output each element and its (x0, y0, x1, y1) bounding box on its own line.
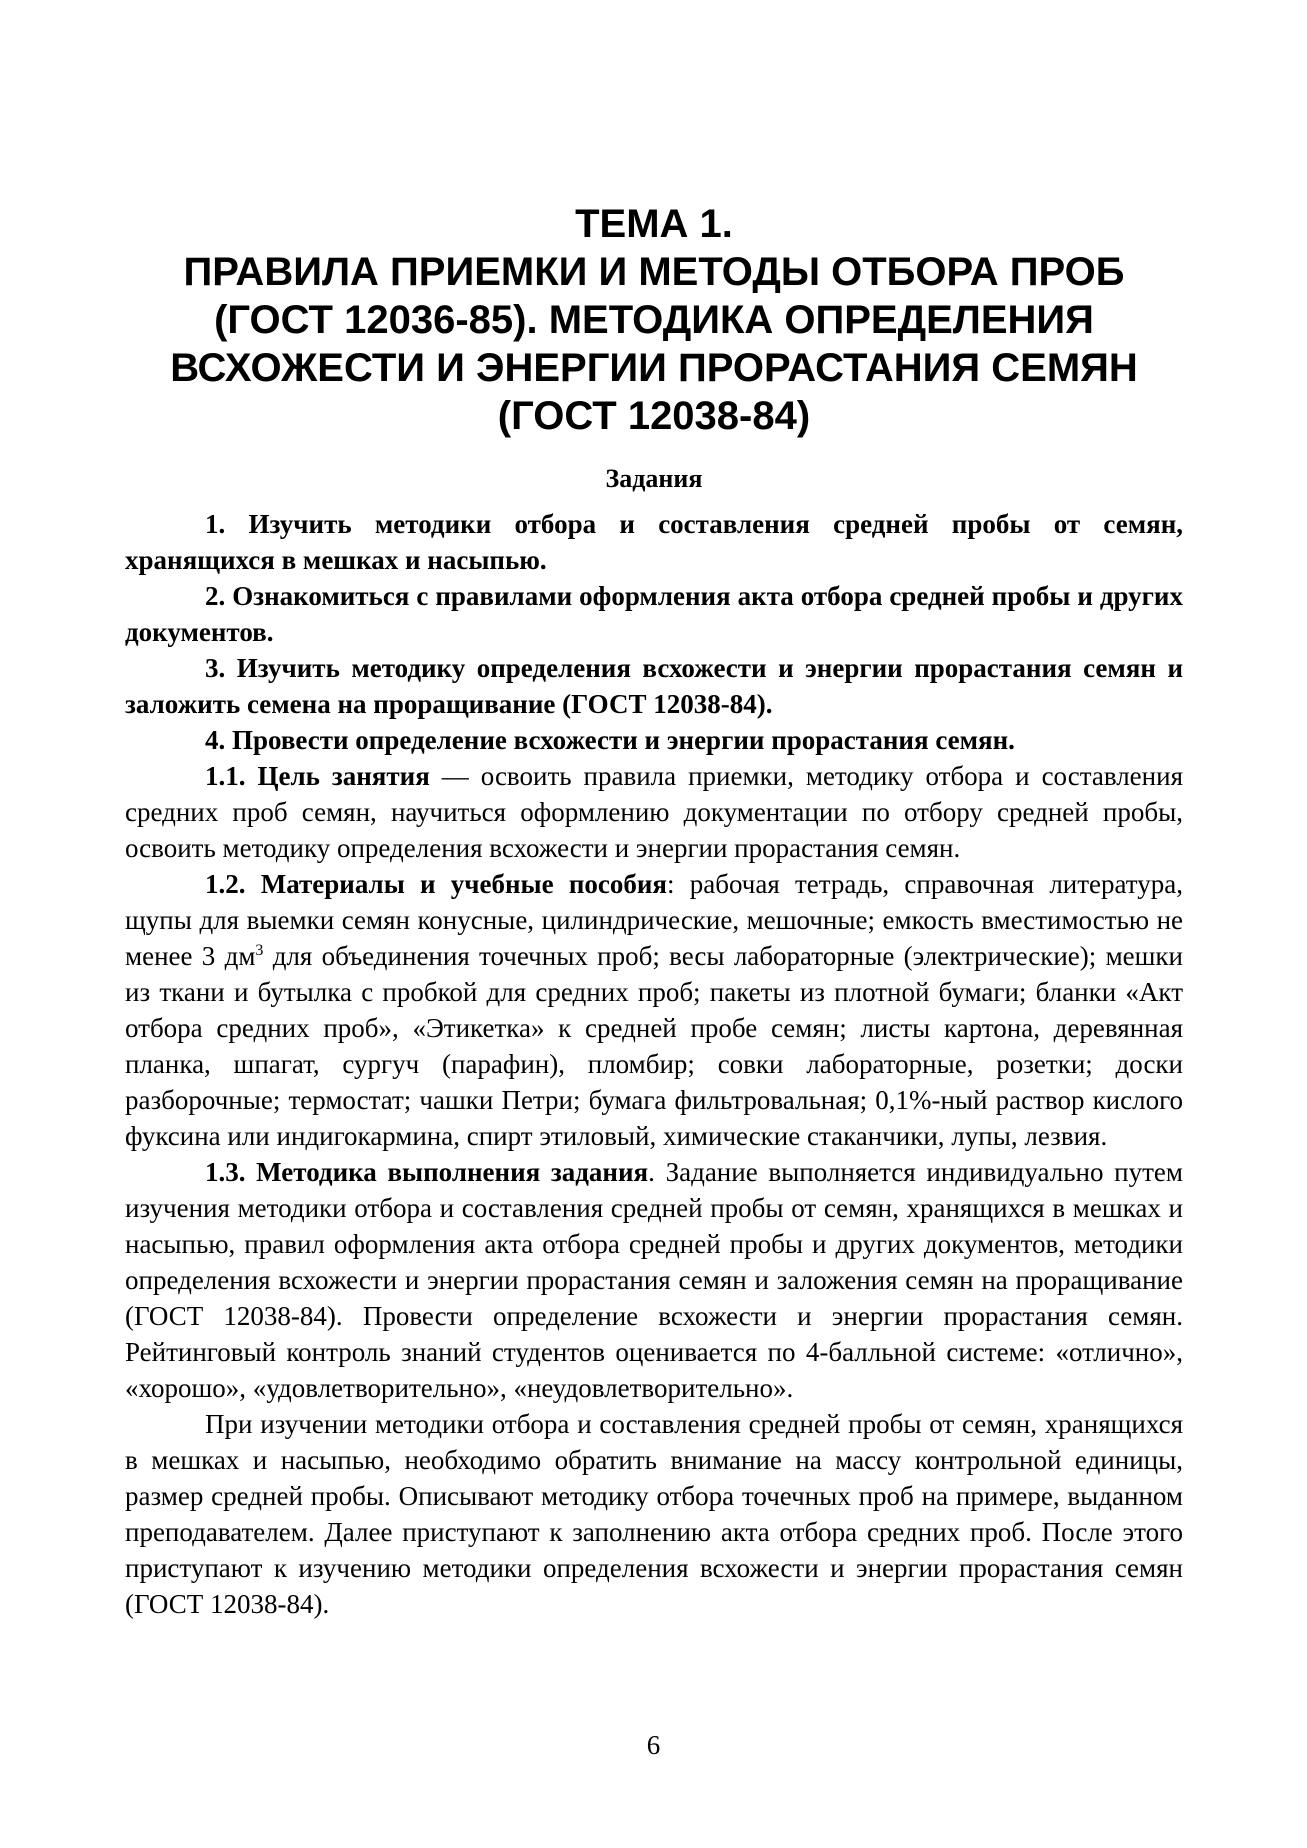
page-title (125, 200, 1183, 440)
materials-unit-superscript: 3 (255, 942, 264, 959)
tasks-heading: Задания (605, 464, 703, 493)
task-item-1: 1. Изучить методики отбора и составления средней пробы от семян, хранящихся в мешках и насыпью. (125, 509, 1183, 575)
title-line-4: ВСХОЖЕСТИ И ЭНЕРГИИ ПРОРАСТАНИЯ СЕМЯН (170, 346, 1138, 390)
task-item-3: 3. Изучить методику определения всхожести и энергии прорастания семян и заложить семена на проращивание (ГОСТ 12038-84). (125, 653, 1183, 719)
goal-paragraph (125, 758, 1183, 866)
title-line-3: (ГОСТ 12036-85). МЕТОДИКА ОПРЕДЕЛЕНИЯ (214, 298, 1094, 342)
materials-text-after-unit: для объединения точечных проб; весы лабораторные (электрические); мешки из ткани и бутылка с пробкой для средних проб; пакеты из плотной бумаги; бланки «Акт отбора средних проб», «Этикетка» к средней пробе семян; листы картона, деревянная планка, шпагат, сургуч (парафин), пломбир; совки лабораторные, розетки; доски разборочные; термостат; чашки Петри; бумага фильтровальная; 0,1%-ный раствор кислого фуксина или индигокармина, спирт этиловый, химические стаканчики, лупы, лезвия. (125, 941, 1183, 1151)
title-line-5: (ГОСТ 12038-84) (497, 394, 811, 438)
materials-text-before-unit: : рабочая тетрадь, справочная литература, щупы для выемки семян конусные, цилиндрические, мешочные; емкость вместимостью не менее 3 дм (125, 869, 1183, 971)
method-paragraph (125, 1154, 1183, 1406)
title-line-2: ПРАВИЛА ПРИЕМКИ И МЕТОДЫ ОТБОРА ПРОБ (183, 250, 1125, 294)
materials-paragraph (125, 866, 1183, 1154)
goal-label: 1.1. Цель занятия (205, 761, 430, 791)
title-line-1: ТЕМА 1. (575, 202, 733, 246)
page-content (125, 200, 1183, 1622)
closing-paragraph: При изучении методики отбора и составления средней пробы от семян, хранящихся в мешках и насыпью, необходимо обратить внимание на массу контрольной единицы, размер средней пробы. Описывают методику отбора точечных проб на примере, выданном преподавателем. Далее приступают к заполнению акта отбора средних проб. После этого приступают к изучению методики определения всхожести и энергии прорастания семян (ГОСТ 12038-84). (125, 1409, 1183, 1619)
method-text: . Задание выполняется индивидуально путем изучения методики отбора и составления средней пробы от семян, хранящихся в мешках и насыпью, правил оформления акта отбора средней пробы и других документов, методики определения всхожести и энергии прорастания семян и заложения семян на проращивание (ГОСТ 12038-84). Провести определение всхожести и энергии прорастания семян. Рейтинговый контроль знаний студентов оценивается по 4-балльной системе: «отлично», «хорошо», «удовлетворительно», «неудовлетворительно». (125, 1157, 1183, 1403)
page-number: 6 (646, 1730, 661, 1760)
task-item-4: 4. Провести определение всхожести и энергии прорастания семян. (205, 725, 1015, 755)
goal-text: — освоить правила приемки, методику отбора и составления средних проб семян, научиться оформлению документации по отбору средней пробы, освоить методику определения всхожести и энергии прорастания семян. (125, 761, 1183, 863)
materials-label: 1.2. Материалы и учебные пособия (205, 869, 668, 899)
task-item-2: 2. Ознакомиться с правилами оформления акта отбора средней пробы и других документов. (125, 581, 1183, 647)
method-label: 1.3. Методика выполнения задания (205, 1157, 649, 1187)
